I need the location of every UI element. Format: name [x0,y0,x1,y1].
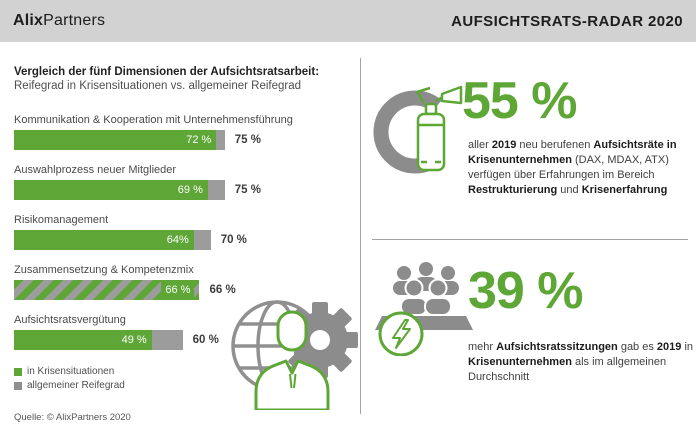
bar-category-label: Kommunikation & Kooperation mit Unternehmensführung [14,114,293,126]
bar-category-label: Auswahlprozess neuer Mitglieder [14,164,177,176]
bar-track [14,180,295,200]
bar-group [14,114,354,150]
logo-regular-part: Partners [43,12,106,29]
legend-label: allgemeiner Reifegrad [27,380,125,391]
bar-inside-value: 69 % [177,184,203,196]
bar-krisensituationen [14,330,152,350]
bar-outside-value: 75 % [234,184,261,196]
gray-swatch-icon [14,382,22,390]
alixpartners-logo [13,12,105,30]
report-title: AUFSICHTSRATS-RADAR 2020 [451,12,683,30]
bar-category-label: Risikomanagement [14,214,109,226]
bar-inside-value: 64% [166,234,189,246]
bar-track [14,230,295,250]
fire-extinguisher-icon [372,78,472,190]
bar-group [14,164,354,200]
stat2-description: mehr Aufsichtsratssitzungen gab es 2019 in Krisenunternehmen als im allgemeinen Durchschnitt [468,341,694,383]
bar-outside-value: 70 % [220,234,247,246]
bar-krisensituationen [14,280,199,300]
meeting-people-lightning-icon [374,258,474,356]
bar-inside-value: 72 % [186,134,212,146]
bar-inside-value: 49 % [121,334,147,346]
chart-title: Vergleich der fünf Dimensionen der Aufsichtsratsarbeit: [14,66,320,78]
bar-track [14,130,295,150]
legend-label: in Krisensituationen [27,366,115,377]
chart-subtitle: Reifegrad in Krisensituationen vs. allgemeiner Reifegrad [14,80,302,92]
bar-outside-value: 60 % [192,334,219,346]
bar-outside-value: 66 % [209,284,236,296]
globe-manager-gear-icon [226,284,358,410]
bar-krisensituationen [14,180,208,200]
horizontal-divider [372,239,688,240]
bar-krisensituationen [14,130,216,150]
bar-group [14,214,354,250]
vertical-divider [360,58,361,414]
bar-krisensituationen [14,230,194,250]
bar-inside-value: 66 % [161,280,194,300]
stat1-description: aller 2019 neu berufenen Aufsichtsräte in Krisenunternehmen (DAX, MDAX, ATX) verfügen über Erfahrungen im Bereich Restrukturierung und Krisenerfahrung [468,139,677,196]
header-bar [0,0,696,42]
green-swatch-icon [14,368,22,376]
bar-outside-value: 75 % [234,134,261,146]
logo-bold-part: Alix [13,12,44,29]
bar-category-label: Aufsichtsratsvergütung [14,314,126,326]
source-note: Quelle: © AlixPartners 2020 [14,412,131,423]
stat1-percentage: 55 % [462,72,577,130]
bar-category-label: Zusammensetzung & Kompetenzmix [14,264,194,276]
stat2-percentage: 39 % [468,262,583,320]
